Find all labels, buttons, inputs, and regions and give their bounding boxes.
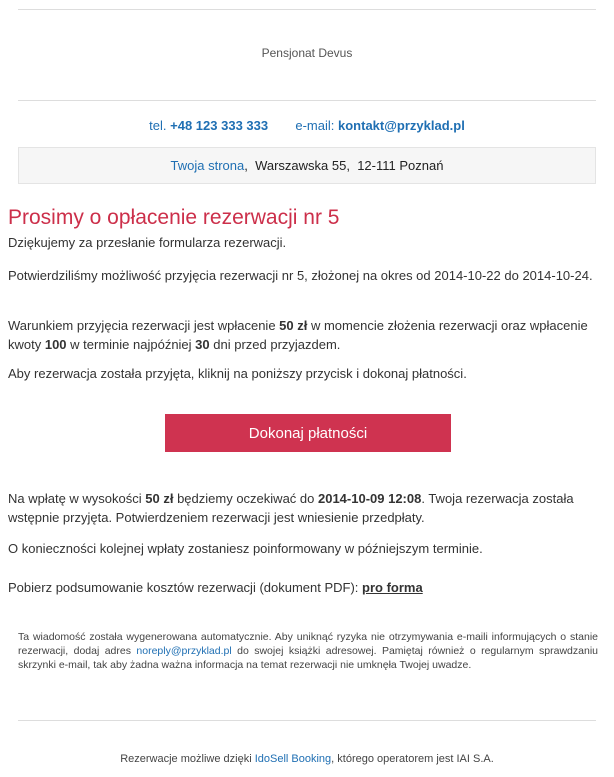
idosell-link[interactable]: IdoSell Booking [254, 753, 332, 765]
summary-text: Pobierz podsumowanie kosztów rezerwacji (dokument PDF): pro forma [8, 580, 423, 595]
proforma-link[interactable]: pro forma [362, 580, 423, 595]
pay-button[interactable]: Dokonaj płatności [165, 414, 451, 452]
address-city: 12-111 Poznań [357, 158, 444, 173]
instruction-text: Aby rezerwacja została przyjęta, kliknij na poniższy przycisk i dokonaj płatności. [8, 366, 467, 381]
conditions-text: Warunkiem przyjęcia rezerwacji jest wpłacenie 50 zł w momencie złożenia rezerwacji oraz wpłacenie kwoty 100 w terminie najpóźniej 30 dni przed przyjazdem. [8, 318, 588, 352]
tel-value[interactable]: +48 123 333 333 [170, 118, 269, 133]
auto-notice: Ta wiadomość została wygenerowana automatycznie. Aby uniknąć ryzyka nie otrzymywania e-maili informujących o stanie rezerwacji, dodaj adres noreply@przyklad.pl do swojej książki adresowej. Pamiętaj również o regularnym sprawdzaniu skrzynki e-mail, tak aby żadna ważna informacja na temat rezerwacji nie umknęła Twojej uwadze. [18, 631, 598, 671]
top-divider [18, 9, 596, 10]
noreply-email-link[interactable]: noreply@przyklad.pl [136, 645, 232, 657]
days-count: 30 [195, 337, 210, 352]
pension-name: Pensjonat Devus [261, 46, 353, 60]
header-divider [18, 100, 596, 101]
balance-amount: 100 [44, 337, 67, 352]
wait-deadline: 2014-10-09 12:08 [317, 491, 422, 506]
confirm-text: Potwierdziliśmy możliwość przyjęcia rezerwacji nr 5, złożonej na okres od 2014-10-22 do 2014-10-24. [8, 268, 593, 283]
email-label: e-mail: [295, 118, 335, 133]
thanks-text: Dziękujemy za przesłanie formularza rezerwacji. [8, 235, 287, 250]
address-street: Warszawska 55, [255, 158, 350, 173]
footer: Rezerwacje możliwe dzięki IdoSell Booking, którego operatorem jest IAI S.A. [120, 753, 494, 765]
page-title: Prosimy o opłacenie rezerwacji nr 5 [8, 206, 340, 229]
address-box: Twoja strona, Warszawska 55, 12-111 Poznań [18, 147, 596, 184]
contact-line [0, 118, 614, 133]
email-link[interactable]: kontakt@przyklad.pl [338, 118, 465, 133]
tel-label: tel. [149, 118, 167, 133]
next-payment-text: O konieczności kolejnej wpłaty zostaniesz poinformowany w późniejszym terminie. [8, 541, 483, 556]
wait-amount: 50 zł [145, 491, 174, 506]
deposit-amount: 50 zł [279, 318, 308, 333]
wait-text: Na wpłatę w wysokości 50 zł będziemy oczekiwać do 2014-10-09 12:08. Twoja rezerwacja została wstępnie przyjęta. Potwierdzeniem rezerwacji jest wniesienie przedpłaty. [8, 491, 574, 525]
footer-divider [18, 720, 596, 721]
website-link[interactable]: Twoja strona [170, 158, 245, 173]
